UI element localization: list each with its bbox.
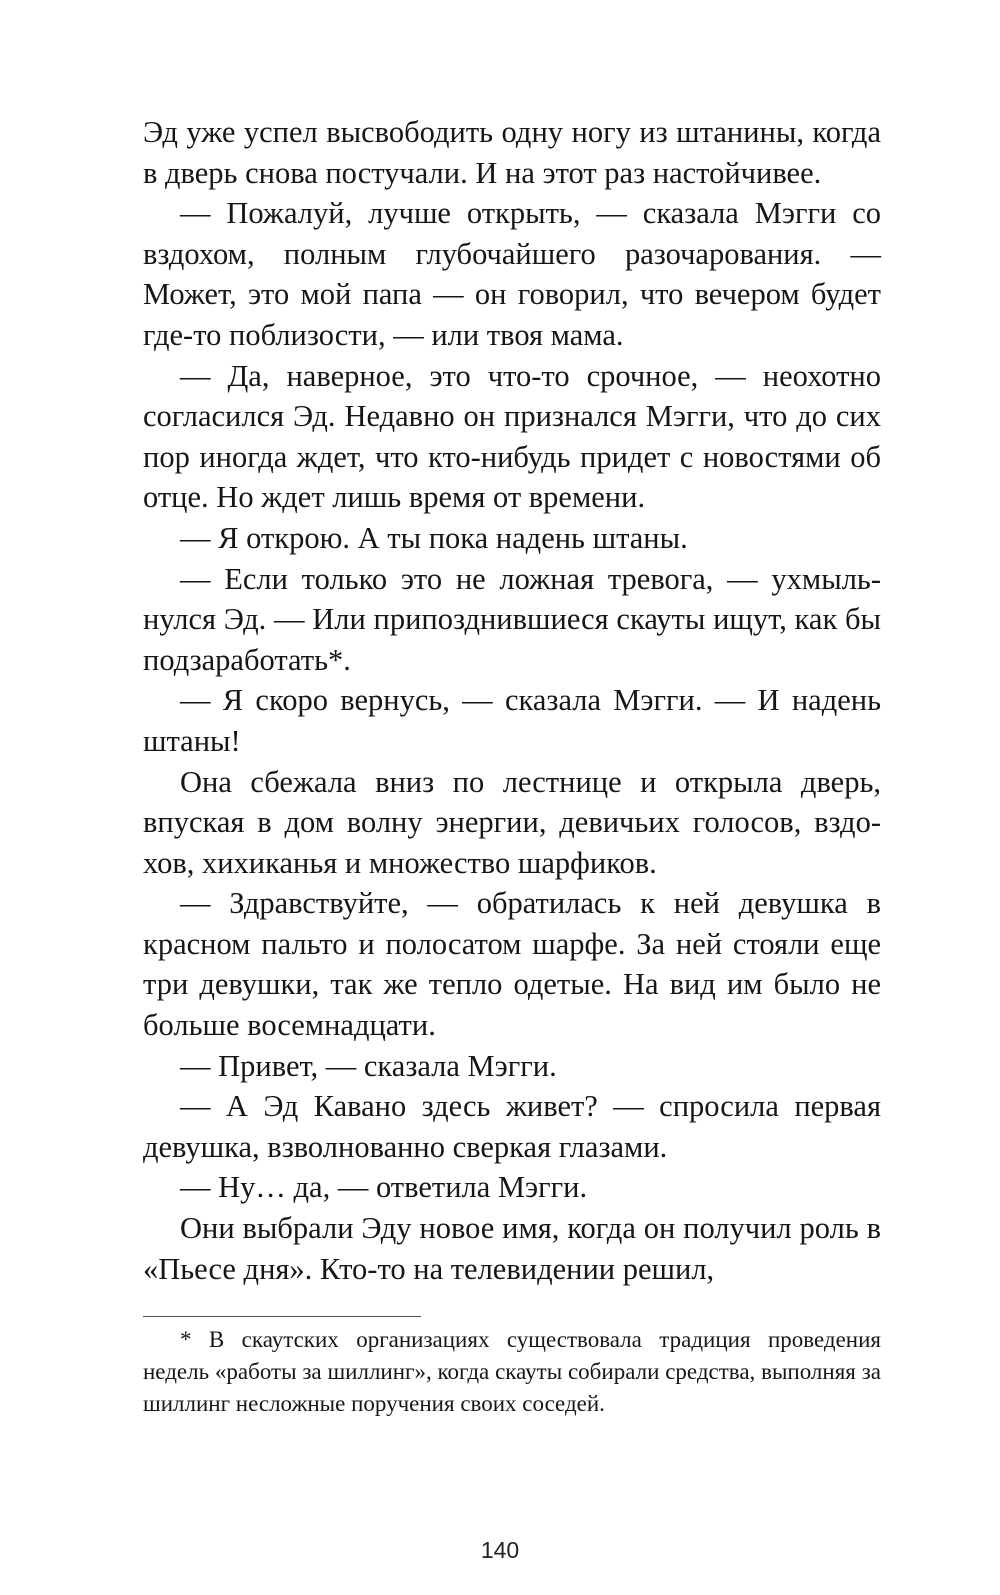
paragraph: — А Эд Кавано здесь живет? — спросила первая девушка, взволнованно сверкая глазами. (143, 1089, 881, 1164)
paragraph: — Здравствуйте, — обратилась к ней девушка в красном пальто и полосатом шарфе. За ней стояли еще три девушки, так же тепло одетые. На вид им было не больше восемнадцати. (143, 886, 881, 1043)
paragraph: Она сбежала вниз по лестнице и открыла дверь, впуская в дом волну энергии, девичьих голосов, вздохов, хихиканья и множество шарфиков. (143, 764, 881, 880)
paragraph: — Да, наверное, это что-то срочное, — неохотно согласился Эд. Недавно он признался Мэгги, что до сих пор иногда ждет, что кто-нибудь придет с новостями об отце. Но ждет лишь время от времени. (143, 358, 881, 515)
paragraph: — Я скоро вернусь, — сказала Мэгги. — И надень штаны! (143, 683, 881, 758)
paragraph: Они выбрали Эду новое имя, когда он получил роль в «Пьесе дня». Кто-то на телевидении решил, (143, 1211, 881, 1286)
paragraph: — Ну… да, — ответила Мэгги. (180, 1170, 588, 1205)
main-text (143, 112, 881, 1289)
footnote-text: * В скаутских организациях существовала традиция проведения недель «работы за шиллинг», когда скауты собирали средства, выполняя за шиллинг несложные поручения своих соседей. (143, 1327, 881, 1416)
paragraph: — Если только это не ложная тревога, — ухмыльнулся Эд. — Или припозднившиеся скауты ищут, как бы подзаработать*. (143, 561, 881, 677)
paragraph: — Пожалуй, лучше открыть, — сказала Мэгги со вздохом, полным глубочайшего разочарования. — Может, это мой папа — он говорил, что вечером будет где-то поблизости, — или твоя мама. (143, 196, 881, 352)
footnote-divider (143, 1316, 421, 1317)
page-number: 140 (480, 1537, 520, 1563)
paragraph: — Привет, — сказала Мэгги. (180, 1048, 557, 1083)
paragraph: — Я открою. А ты пока надень штаны. (180, 520, 688, 555)
footnote (143, 1324, 881, 1420)
paragraph: Эд уже успел высвободить одну ногу из штанины, когда в дверь снова постучали. И на этот раз настойчивее. (143, 115, 881, 190)
